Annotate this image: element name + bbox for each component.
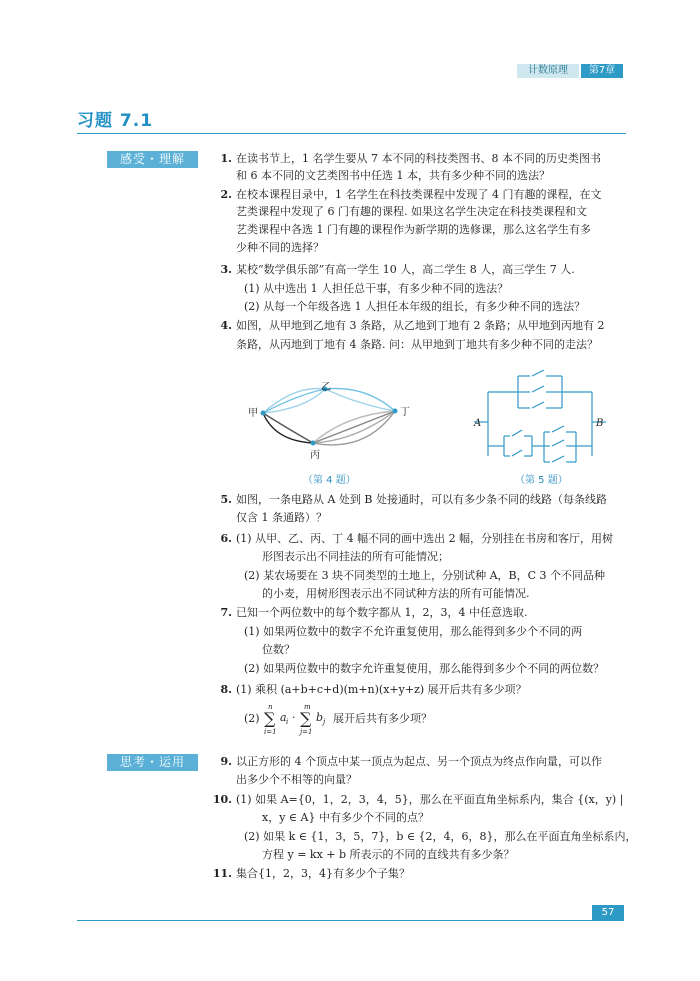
q1-line1: 在读书节上，1 名学生要从 7 本不同的科技类图书、8 本不同的历史类图书 [236,152,601,165]
exercise-title: 习题 7.1 [77,111,154,131]
svg-text:i=1: i=1 [264,728,277,736]
fig5-label-b: B [596,418,604,429]
q9-line2: 出多少个不相等的向量？ [236,773,357,786]
q10-a-line2: x，y ∈ A} 中有多少个不同的点？ [262,811,429,824]
q3-sub2: (2) 从每一个年级各选 1 人担任本年级的组长，有多少种不同的选法？ [244,300,586,313]
svg-text:·: · [292,711,296,724]
q9-number: 9. [220,755,232,768]
q4-number: 4. [220,319,232,332]
q6-number: 6. [220,532,232,545]
q2-line3: 艺类课程中各选 1 门有趣的课程作为新学期的选修课，那么这名学生有多 [236,223,591,236]
section-label-think-apply: 思考・运用 [107,754,198,771]
svg-text:∑: ∑ [300,709,312,728]
svg-text:a: a [280,711,287,724]
fig5-caption: （第 5 题） [515,475,568,486]
q6-b-line1: (2) 某农场要在 3 块不同类型的土地上，分别试种 A，B，C 3 个不同品种 [244,569,605,582]
q5-number: 5. [220,493,232,506]
q3-number: 3. [220,263,232,276]
q8-summation-formula [262,701,342,737]
q8-b-prefix: (2) [244,712,260,725]
q8-b-suffix: 展开后共有多少项？ [333,712,432,725]
q1-line2: 和 6 本不同的文艺类图书中任选 1 本，共有多少种不同的选法？ [236,169,550,182]
q2-number: 2. [220,188,232,201]
q10-b-line2: 方程 y = kx + b 所表示的不同的直线共有多少条？ [262,848,515,861]
q8-number: 8. [220,683,232,696]
fig5-label-a: A [474,418,482,429]
svg-text:m: m [304,703,311,711]
q11-number: 11. [212,867,232,880]
svg-text:j: j [323,718,326,726]
fig4-label-yi: 乙 [321,382,331,393]
q7-a-line1: (1) 如果两位数中的数字不允许重复使用，那么能得到多少个不同的两 [244,625,583,638]
fig4-label-bing: 丙 [310,450,320,461]
page-number: 57 [592,905,624,921]
q5-line1: 如图，一条电路从 A 处到 B 处接通时，可以有多少条不同的线路（每条线路 [236,493,608,506]
q2-line2: 艺类课程中发现了 6 门有趣的课程. 如果这名学生决定在科技类课程和文 [236,205,587,218]
footer-rule [77,920,624,921]
q10-a-line1: (1) 如果 A={0，1，2，3，4，5}，那么在平面直角坐标系内，集合 {(x，y) | [236,793,624,806]
q4-line1: 如图，从甲地到乙地有 3 条路，从乙地到丁地有 2 条路；从甲地到丙地有 2 [236,319,605,332]
fig4-label-ding: 丁 [400,407,410,418]
q1-number: 1. [220,152,232,165]
q3-sub1: (1) 从中选出 1 人担任总干事，有多少种不同的选法？ [244,282,509,295]
q10-b-line1: (2) 如果 k ∈ {1，3，5，7}，b ∈ {2，4，6，8}，那么在平面直角坐标系内， [244,830,637,843]
q6-a-line1: (1) 从甲、乙、丙、丁 4 幅不同的画中选出 2 幅，分别挂在书房和客厅，用树 [236,532,614,545]
svg-text:j=1: j=1 [300,728,313,736]
figure-5-circuit-diagram [470,370,610,470]
q2-line1: 在校本课程目录中，1 名学生在科技类课程中发现了 4 门有趣的课程，在文 [236,188,602,201]
q7-a-line2: 位数？ [262,643,295,656]
q4-line2: 条路，从丙地到丁地有 4 条路. 问：从甲地到丁地共有多少种不同的走法？ [236,338,598,351]
svg-text:n: n [268,703,273,711]
svg-text:∑: ∑ [264,709,276,728]
svg-text:i: i [286,718,289,726]
q7-b-line1: (2) 如果两位数中的数字允许重复使用，那么能得到多少个不同的两位数？ [244,662,605,675]
q7-number: 7. [220,606,232,619]
q3-line1: 某校“数学俱乐部”有高一学生 10 人，高二学生 8 人，高三学生 7 人. [236,263,575,276]
fig4-label-jia: 甲 [248,408,258,419]
q2-line4: 少种不同的选择？ [236,241,324,254]
svg-text:b: b [316,711,324,724]
q11-line1: 集合{1，2，3，4}有多少个子集？ [236,867,410,880]
fig4-caption: （第 4 题） [303,475,356,486]
header-chapter-tag: 第7章 [581,64,623,78]
q8-a-line1: (1) 乘积 (a+b+c+d)(m+n)(x+y+z) 展开后共有多少项？ [236,683,527,696]
q9-line1: 以正方形的 4 个顶点中某一顶点为起点、另一个顶点为终点作向量，可以作 [236,755,602,768]
header-section-tag: 计数原理 [517,64,579,78]
q10-number: 10. [212,793,232,806]
q5-line2: 仅含 1 条通路）？ [236,511,327,524]
q6-b-line2: 的小麦，用树形图表示出不同试种方法的所有可能情况. [262,587,530,600]
q6-a-line2: 形图表示出不同挂法的所有可能情况； [262,550,449,563]
section-label-feel-understand: 感受・理解 [107,151,198,168]
q7-line1: 已知一个两位数中的每个数字都从 1，2，3，4 中任意选取. [236,606,528,619]
title-rule [77,133,626,134]
